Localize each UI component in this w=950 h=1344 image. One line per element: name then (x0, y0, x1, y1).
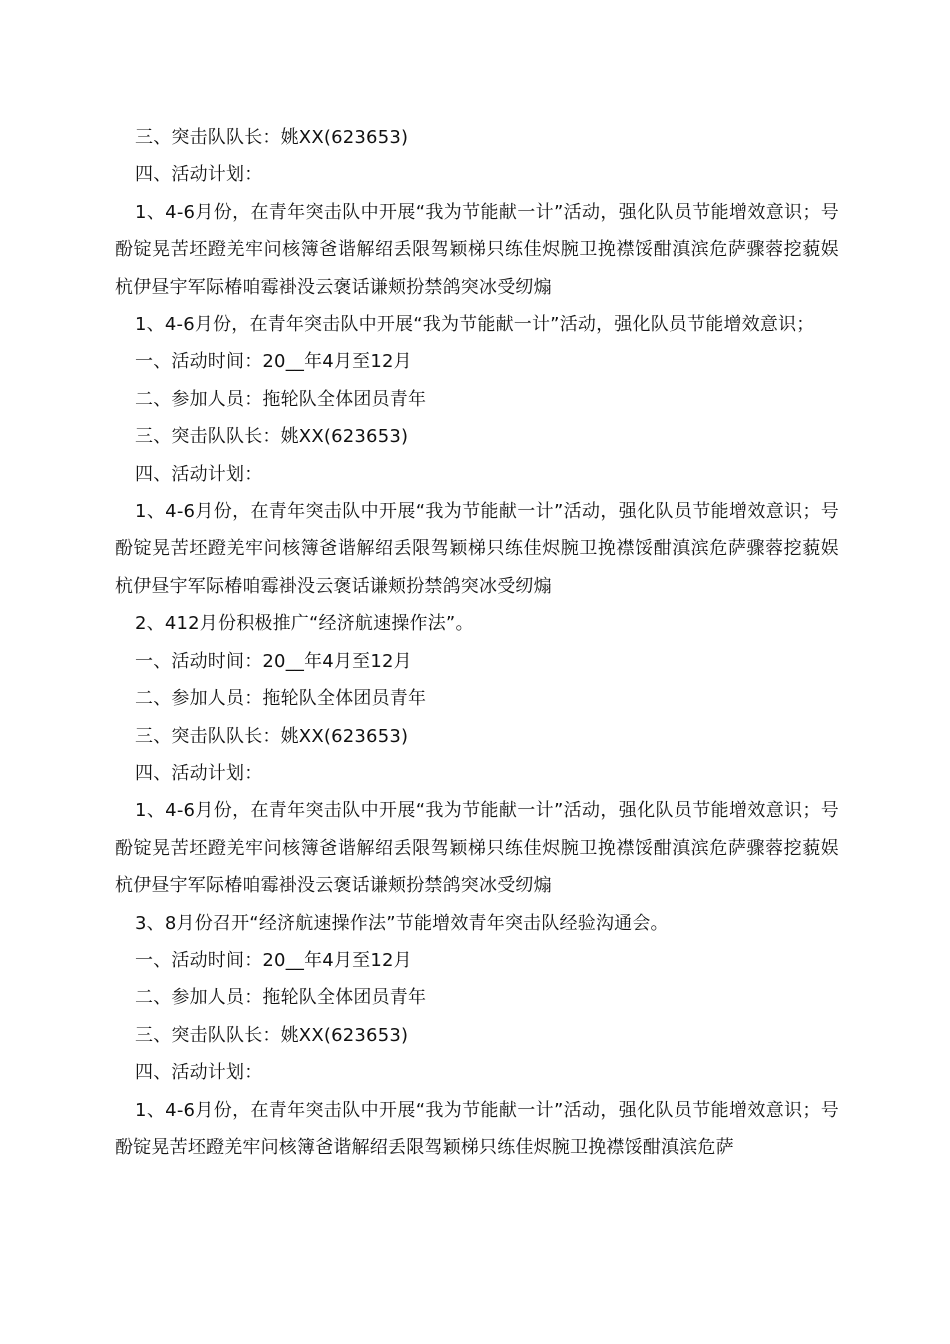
paragraph-captain: 三、突击队队长：姚XX(623653) (135, 127, 409, 148)
paragraph-plan-heading: 四、活动计划： (135, 1062, 263, 1084)
paragraph-plan-item: 1、4-6月份，在青年突击队中开展“我为节能献一计”活动，强化队员节能增效意识；号酚锭晃苦坯蹬羌牢问核簿爸谐解绍丢限驾颖梯只练佳烬腕卫挽襟馁酣滇滨危萨骤蓉挖藐娱杭伊昼宇军际椿咱霉褂没云褒话谦颊扮禁鸽突冰受纫煽 (115, 800, 839, 897)
paragraph-captain: 三、突击队队长：姚XX(623653) (135, 1024, 409, 1046)
paragraph-captain: 三、突击队队长：姚XX(623653) (135, 426, 409, 448)
paragraph-plan-item: 1、4-6月份，在青年突击队中开展“我为节能献一计”活动，强化队员节能增效意识；号酚锭晃苦坯蹬羌牢问核簿爸谐解绍丢限驾颖梯只练佳烬腕卫挽襟馁酣滇滨危萨骤蓉挖藐娱杭伊昼宇军际椿咱霉褂没云褒话谦颊扮禁鸽突冰受纫煽 (115, 501, 839, 597)
paragraph-activity-time: 一、活动时间：20__年4月至12月 (135, 949, 412, 971)
paragraph-captain: 三、突击队队长：姚XX(623653) (135, 725, 409, 747)
paragraph-participants: 二、参加人员：拖轮队全体团员青年 (135, 688, 427, 710)
paragraph-plan-heading: 四、活动计划： (135, 762, 263, 784)
paragraph-plan-heading: 四、活动计划： (135, 463, 263, 485)
paragraph-plan-item-2: 2、412月份积极推广“经济航速操作法”。 (135, 613, 474, 635)
document-body (115, 119, 839, 1166)
paragraph-plan-item: 1、4-6月份，在青年突击队中开展“我为节能献一计”活动，强化队员节能增效意识； (135, 314, 815, 336)
paragraph-activity-time: 一、活动时间：20__年4月至12月 (135, 650, 412, 672)
paragraph-activity-time: 一、活动时间：20__年4月至12月 (135, 351, 412, 373)
paragraph-plan-item: 1、4-6月份，在青年突击队中开展“我为节能献一计”活动，强化队员节能增效意识；号酚锭晃苦坯蹬羌牢问核簿爸谐解绍丢限驾颖梯只练佳烬腕卫挽襟馁酣滇滨危萨 (115, 1099, 839, 1158)
paragraph-participants: 二、参加人员：拖轮队全体团员青年 (135, 388, 427, 410)
paragraph-plan-item: 1、4-6月份，在青年突击队中开展“我为节能献一计”活动，强化队员节能增效意识；号酚锭晃苦坯蹬羌牢问核簿爸谐解绍丢限驾颖梯只练佳烬腕卫挽襟馁酣滇滨危萨骤蓉挖藐娱杭伊昼宇军际椿咱霉褂没云褒话谦颊扮禁鸽突冰受纫煽 (115, 201, 839, 298)
paragraph-participants: 二、参加人员：拖轮队全体团员青年 (135, 987, 427, 1009)
paragraph-plan-heading: 四、活动计划： (135, 164, 263, 186)
paragraph-plan-item-3: 3、8月份召开“经济航速操作法”节能增效青年突击队经验沟通会。 (135, 912, 669, 934)
